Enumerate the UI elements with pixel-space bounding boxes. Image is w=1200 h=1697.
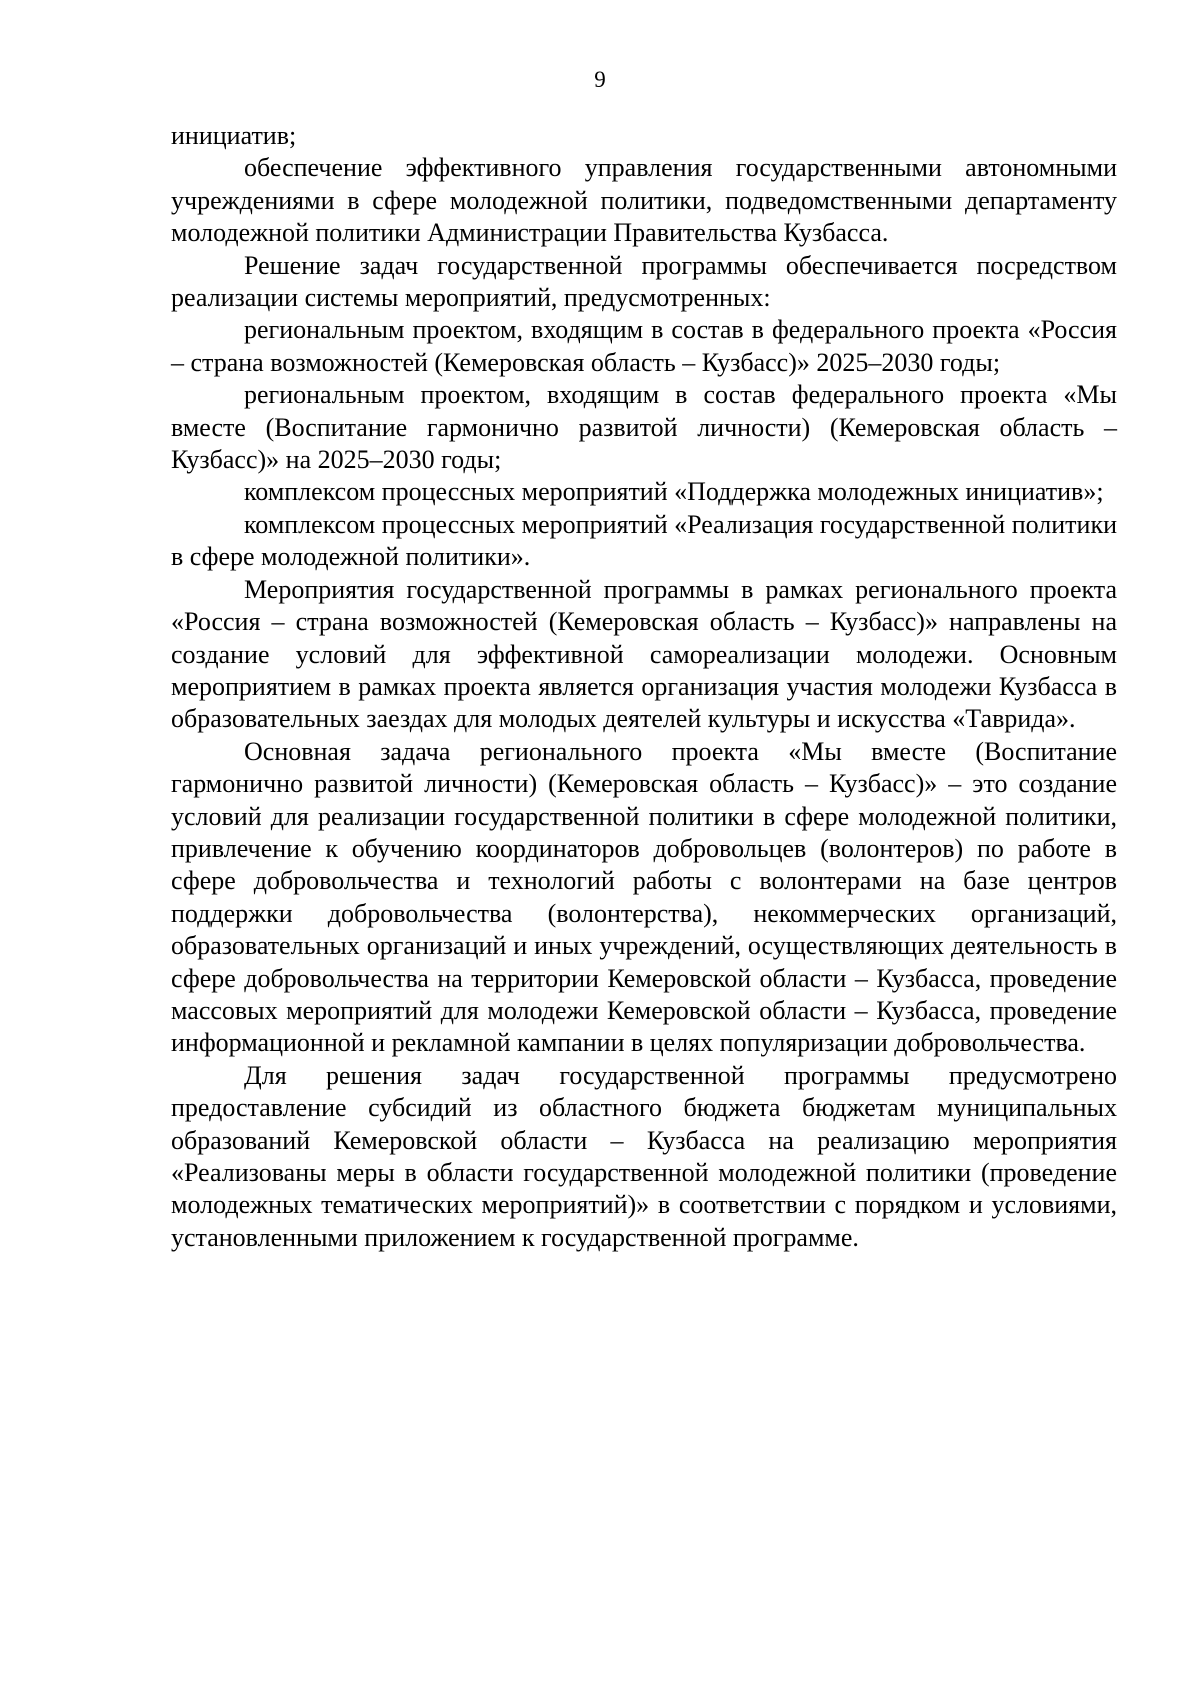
- page-number: 9: [594, 67, 606, 92]
- paragraph: Решение задач государственной программы обеспечивается посредством реализации системы мероприятий, предусмотренных:: [171, 250, 1117, 313]
- paragraph: Мероприятия государственной программы в рамках регионального проекта «Россия – страна возможностей (Кемеровская область – Кузбасс)» направлены на создание условий для эффективной самореализации молодежи. Основным мероприятием в рамках проекта является организация участия молодежи Кузбасса в образовательных заездах для молодых деятелей культуры и искусства «Таврида».: [171, 574, 1117, 734]
- paragraph: региональным проектом, входящим в состав в федерального проекта «Россия – страна возможностей (Кемеровская область – Кузбасс)» 2025–2030 годы;: [171, 315, 1117, 377]
- document-body: [171, 120, 1117, 1254]
- paragraph: комплексом процессных мероприятий «Поддержка молодежных инициатив»;: [244, 477, 1104, 507]
- paragraph: Основная задача регионального проекта «Мы вместе (Воспитание гармонично развитой личности) (Кемеровская область – Кузбасс)» – это создание условий для реализации государственной политики в сфере молодежной политики, привлечение к обучению координаторов добровольцев (волонтеров) по работе в сфере добровольчества и технологий работы с волонтерами на базе центров поддержки добровольчества (волонтерства), некоммерческих организаций, образовательных организаций и иных учреждений, осуществляющих деятельность в сфере добровольчества на территории Кемеровской области – Кузбасса, проведение массовых мероприятий для молодежи Кемеровской области – Кузбасса, проведение информационной и рекламной кампании в целях популяризации добровольчества.: [171, 736, 1117, 1058]
- paragraph: обеспечение эффективного управления государственными автономными учреждениями в сфере молодежной политики, подведомственными департаменту молодежной политики Администрации Правительства Кузбасса.: [171, 153, 1117, 248]
- paragraph: региональным проектом, входящим в состав федерального проекта «Мы вместе (Воспитание гармонично развитой личности) (Кемеровская область – Кузбасс)» на 2025–2030 годы;: [171, 380, 1117, 475]
- paragraph: комплексом процессных мероприятий «Реализация государственной политики в сфере молодежной политики».: [171, 509, 1117, 572]
- paragraph: Для решения задач государственной программы предусмотрено предоставление субсидий из областного бюджета бюджетам муниципальных образований Кемеровской области – Кузбасса на реализацию мероприятия «Реализованы меры в области государственной молодежной политики (проведение молодежных тематических мероприятий)» в соответствии с порядком и условиями, установленными приложением к государственной программе.: [171, 1060, 1117, 1252]
- paragraph: инициатив;: [171, 121, 297, 150]
